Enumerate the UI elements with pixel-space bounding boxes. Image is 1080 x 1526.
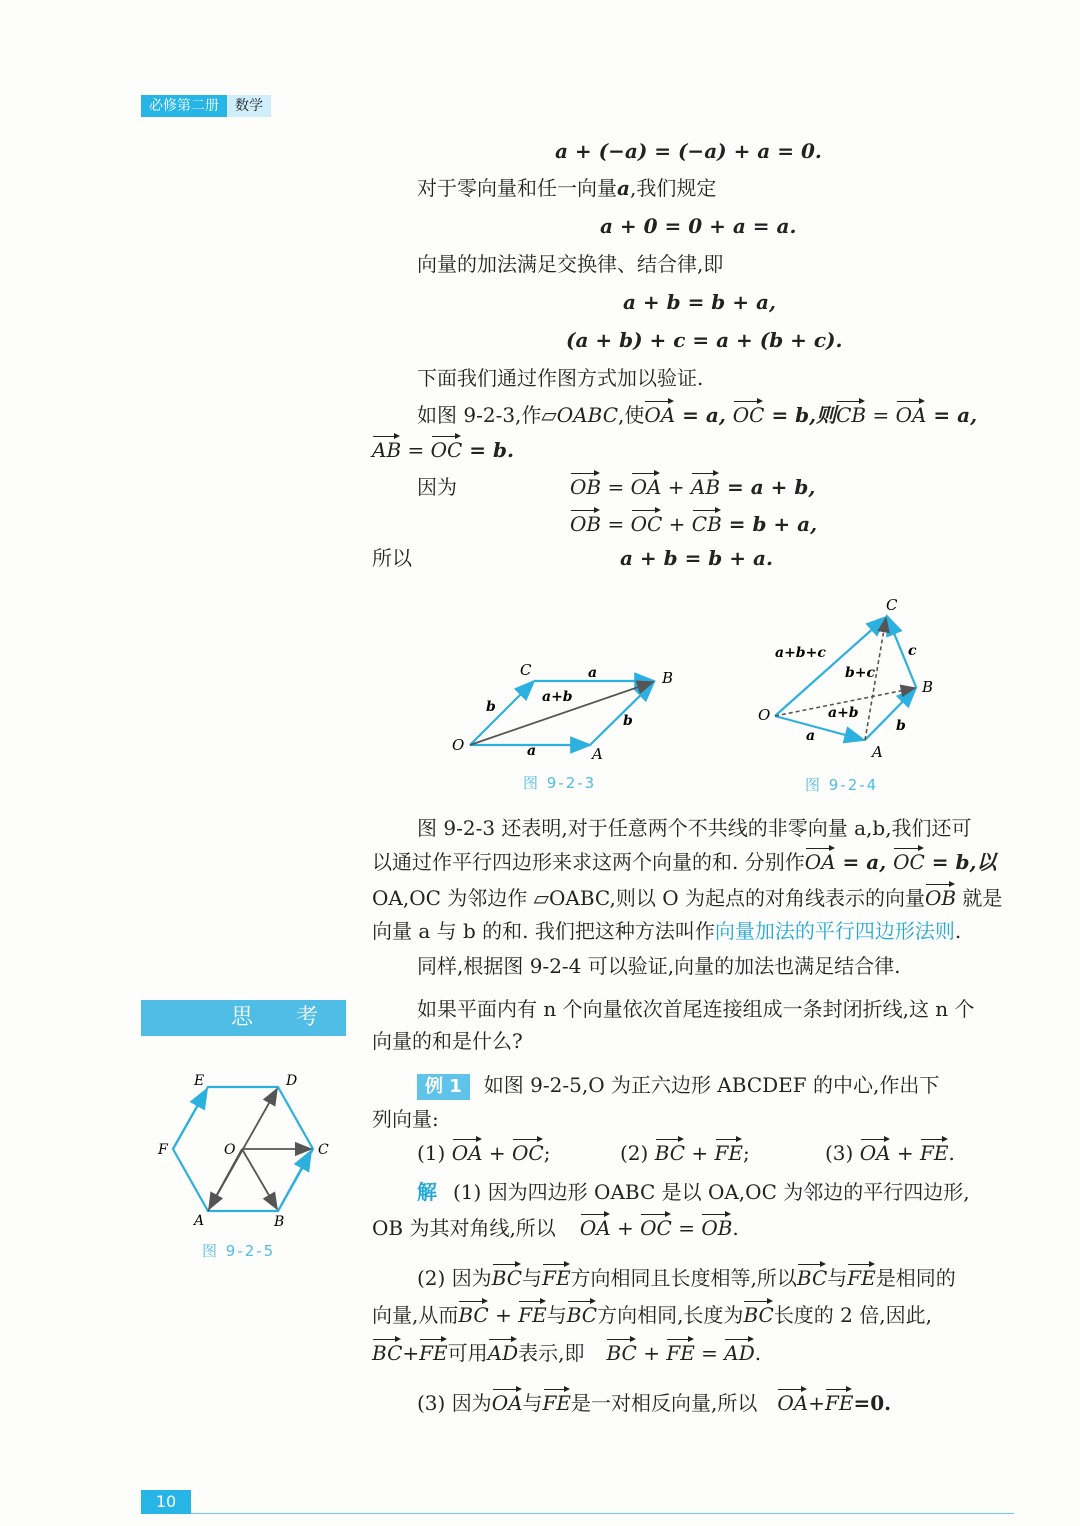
label-B: B <box>274 1214 285 1230</box>
t: = <box>671 1216 702 1240</box>
t: OB 为其对角线,所以 <box>372 1216 556 1240</box>
solution-2-line3 <box>372 1343 761 1363</box>
vector-AD: AD <box>724 1341 755 1365</box>
subject: 数学 <box>227 95 271 117</box>
vector-OA: OA <box>804 850 836 874</box>
t: ; <box>543 1141 551 1165</box>
t: 如图 9-2-3,作 <box>417 403 542 427</box>
term-parallelogram-rule: 向量加法的平行四边形法则 <box>714 919 955 943</box>
solution-3 <box>417 1393 891 1413</box>
label-D: D <box>286 1073 298 1089</box>
arrow-AB <box>590 682 654 745</box>
eq-commutative: a + b = b + a, <box>623 290 776 314</box>
vector-BC: BC <box>458 1303 489 1327</box>
vector-FE: FE <box>666 1341 695 1365</box>
vector-OA: OA <box>579 1216 611 1240</box>
t: = b. <box>462 438 514 462</box>
arrow-OB <box>242 1149 277 1209</box>
question-1 <box>417 1143 550 1163</box>
t: = b,则 <box>764 403 837 427</box>
vector-OA: OA <box>859 1141 891 1165</box>
label-A: A <box>592 745 603 760</box>
t: = a, <box>675 403 733 427</box>
eq-associative: (a + b) + c = a + (b + c). <box>566 328 843 352</box>
assoc-para: 同样,根据图 9-2-4 可以验证,向量的加法也满足结合律. <box>417 954 901 978</box>
label-O: O <box>758 706 771 724</box>
vector-BC: BC <box>566 1303 598 1327</box>
eq-zero: a + 0 = 0 + a = a. <box>600 214 797 238</box>
t: 与 <box>827 1266 848 1290</box>
eq-so: a + b = b + a. <box>620 546 773 570</box>
t: 向量,从而 <box>372 1303 459 1327</box>
label-C: C <box>886 596 898 614</box>
book-series: 必修第二册 <box>141 95 227 117</box>
t: . <box>954 919 962 943</box>
t: 长度的 2 倍,因此, <box>773 1303 932 1327</box>
label-a-plus-b-plus-c: a+b+c <box>775 645 826 661</box>
t: (3) 因为 <box>417 1391 492 1415</box>
vector-OA: OA <box>630 475 662 499</box>
vector-OA: OA <box>491 1391 523 1415</box>
vector-BC: BC <box>654 1141 686 1165</box>
vector-OB: OB <box>570 512 602 536</box>
t: = b + a, <box>721 512 818 536</box>
zero-intro-text: 对于零向量和任一向量 <box>417 176 617 200</box>
t: + <box>808 1391 825 1415</box>
think-line1: 如果平面内有 n 个向量依次首尾连接组成一条封闭折线,这 n 个 <box>417 997 975 1021</box>
t: + <box>661 475 691 499</box>
figure-9-2-4 <box>750 592 950 762</box>
footer-line <box>191 1513 1014 1514</box>
so-label: 所以 <box>372 546 412 570</box>
t: 如图 9-2-5,O 为正六边形 ABCDEF 的中心,作出下 <box>483 1073 940 1097</box>
t: 与 <box>522 1266 543 1290</box>
t: = <box>601 512 631 536</box>
zero-tail: ,我们规定 <box>629 176 717 200</box>
label-B: B <box>662 669 674 687</box>
t: + <box>610 1216 641 1240</box>
t: 向量 a 与 b 的和. 我们把这种方法叫作 <box>372 919 715 943</box>
t: (2) <box>620 1141 655 1165</box>
because-label: 因为 <box>417 475 457 499</box>
t: . <box>948 1141 955 1165</box>
t: ▱OABC <box>541 403 618 427</box>
vector-BC: BC <box>796 1266 828 1290</box>
t: (3) <box>825 1141 860 1165</box>
vector-FE: FE <box>419 1341 448 1365</box>
label-F: F <box>158 1142 168 1158</box>
t: + <box>890 1141 921 1165</box>
vector-BC: BC <box>372 1341 403 1365</box>
label-a: a <box>588 665 598 681</box>
t: 可用 <box>447 1341 488 1365</box>
figure-9-2-3 <box>440 655 700 760</box>
label-a-plus-b: a+b <box>828 705 859 721</box>
label-E: E <box>194 1073 205 1089</box>
vector-BC: BC <box>491 1266 523 1290</box>
vector-FE: FE <box>542 1266 571 1290</box>
vector-OB: OB <box>570 475 602 499</box>
eq-inverse: a + (−a) = (−a) + a = 0. <box>555 139 822 163</box>
zero-intro <box>417 178 716 198</box>
rule-para-line4 <box>372 921 961 941</box>
vector-FE: FE <box>542 1391 572 1415</box>
eq-because-1 <box>570 477 815 497</box>
t: 是相同的 <box>875 1266 956 1290</box>
vector-OC: OC <box>732 403 765 427</box>
question-2 <box>620 1143 750 1163</box>
vector-FE: FE <box>824 1391 854 1415</box>
label-A: A <box>194 1213 205 1229</box>
solution-1-line2 <box>372 1218 739 1238</box>
label-C: C <box>318 1142 329 1158</box>
vector-FE: FE <box>714 1141 744 1165</box>
label-O: O <box>224 1142 236 1158</box>
t: . <box>732 1216 739 1240</box>
vector-BC: BC <box>606 1341 637 1365</box>
vector-OC: OC <box>512 1141 544 1165</box>
vector-AB: AB <box>690 475 721 499</box>
t: =0. <box>853 1391 892 1415</box>
t: ; <box>743 1141 750 1165</box>
t: 方向相同且长度相等,所以 <box>570 1266 797 1290</box>
label-a: a <box>806 728 816 744</box>
vector-OA: OA <box>895 403 927 427</box>
example-badge: 例 1 <box>417 1074 470 1100</box>
arrow-FE <box>173 1089 207 1149</box>
vector-FE: FE <box>920 1141 949 1165</box>
t: = <box>866 403 896 427</box>
rule-para-line3 <box>372 888 1002 908</box>
page-number: 10 <box>141 1490 191 1514</box>
vector-OB: OB <box>924 886 957 910</box>
t: + <box>685 1141 715 1165</box>
vector-CB: CB <box>691 512 722 536</box>
t: = a, <box>926 403 978 427</box>
vector-OB: OB <box>701 1216 733 1240</box>
solution-2-line2 <box>372 1305 932 1325</box>
eq-because-2 <box>570 514 817 534</box>
vector-BC: BC <box>743 1303 774 1327</box>
example-line1 <box>417 1074 939 1100</box>
t: = <box>694 1341 725 1365</box>
t: 就是 <box>956 886 1003 910</box>
vector-OC: OC <box>430 438 463 462</box>
t: 是一对相反向量,所以 <box>571 1391 758 1415</box>
think-line2: 向量的和是什么? <box>372 1029 523 1053</box>
t: 与 <box>522 1391 543 1415</box>
label-B: B <box>922 678 934 696</box>
label-b: b <box>896 718 906 734</box>
t: 与 <box>546 1303 567 1327</box>
question-3 <box>825 1143 955 1163</box>
t: (1) <box>417 1141 452 1165</box>
vector-AD: AD <box>487 1341 519 1365</box>
fig923-para-line1 <box>417 405 977 425</box>
figure-9-2-5 <box>150 1065 340 1235</box>
vector-AB: AB <box>372 438 402 462</box>
solution-1-line1 <box>417 1182 970 1202</box>
label-c: c <box>908 643 917 659</box>
example-line2: 列向量: <box>372 1107 439 1131</box>
vector-OA: OA <box>644 403 676 427</box>
vector-FE: FE <box>518 1303 547 1327</box>
arrow-OC <box>470 681 534 745</box>
t: + <box>662 512 692 536</box>
t: (2) 因为 <box>417 1266 492 1290</box>
t: = a, <box>835 850 894 874</box>
t: (1) 因为四边形 OABC 是以 OA,OC 为邻边的平行四边形, <box>453 1180 970 1204</box>
zero-var: a <box>617 176 630 200</box>
t: 以通过作平行四边形来求这两个向量的和. 分别作 <box>372 850 805 874</box>
fig923-para-line2 <box>372 440 514 460</box>
verify-intro: 下面我们通过作图方式加以验证. <box>417 366 704 390</box>
t: + <box>488 1303 519 1327</box>
t: = a + b, <box>720 475 816 499</box>
label-b: b <box>486 699 496 715</box>
vector-OC: OC <box>630 512 663 536</box>
t: 方向相同,长度为 <box>597 1303 744 1327</box>
t: = <box>601 475 631 499</box>
caption-fig-9-2-4: 图 9-2-4 <box>805 776 879 794</box>
caption-fig-9-2-5: 图 9-2-5 <box>202 1242 276 1260</box>
vector-OC: OC <box>640 1216 672 1240</box>
t: + <box>636 1341 667 1365</box>
solution-label: 解 <box>417 1180 437 1204</box>
header-tag <box>141 95 271 117</box>
rule-para-line2 <box>372 852 996 872</box>
t: ,使 <box>618 403 645 427</box>
t: = b,以 <box>924 850 997 874</box>
vector-OC: OC <box>893 850 925 874</box>
vector-FE: FE <box>847 1266 876 1290</box>
vector-OA: OA <box>777 1391 809 1415</box>
label-a: a <box>527 743 537 759</box>
label-a-plus-b: a+b <box>542 689 573 705</box>
solution-2-line1 <box>417 1268 956 1288</box>
t: + <box>482 1141 513 1165</box>
vector-OA: OA <box>451 1141 483 1165</box>
label-A: A <box>872 743 883 761</box>
label-b-plus-c: b+c <box>845 665 876 681</box>
label-b: b <box>623 713 633 729</box>
rule-para-line1: 图 9-2-3 还表明,对于任意两个不共线的非零向量 a,b,我们还可 <box>417 816 972 840</box>
think-box-title: 思 考 <box>141 1000 346 1036</box>
label-C: C <box>520 661 532 679</box>
vector-CB: CB <box>836 403 867 427</box>
caption-fig-9-2-3: 图 9-2-3 <box>523 774 597 792</box>
t: . <box>754 1341 762 1365</box>
arrow-BC <box>278 1151 311 1211</box>
t: = <box>401 438 431 462</box>
laws-intro: 向量的加法满足交换律、结合律,即 <box>417 252 724 276</box>
t: + <box>402 1341 420 1365</box>
label-O: O <box>452 736 465 754</box>
t: 表示,即 <box>518 1341 585 1365</box>
t: OA,OC 为邻边作 ▱OABC,则以 O 为起点的对角线表示的向量 <box>372 886 925 910</box>
